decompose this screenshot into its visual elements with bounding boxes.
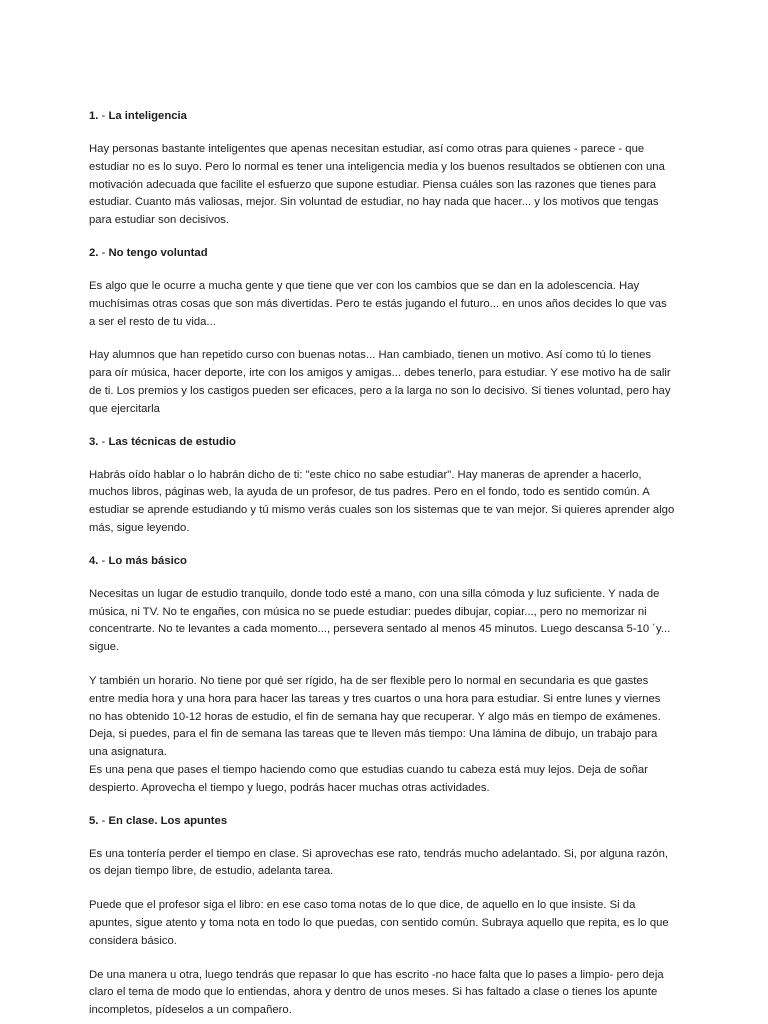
- section-tecnicas-de-estudio: [89, 432, 675, 538]
- section-dash: -: [98, 554, 109, 567]
- section-number: 5.: [89, 814, 99, 827]
- section-heading: [89, 811, 675, 831]
- section-title: No tengo voluntad: [108, 246, 208, 259]
- paragraph: Puede que el profesor siga el libro: en ese caso toma notas de lo que dice, de aquello en lo que insiste. Si da apuntes, sigue atento y toma nota en todo lo que puedas, con sentido común. Subraya aquello que repita, es lo que considera básico.: [89, 899, 669, 947]
- section-dash: -: [98, 246, 109, 259]
- section-no-tengo-voluntad: [89, 243, 675, 419]
- section-title: En clase. Los apuntes: [108, 814, 228, 827]
- paragraph: Es una tontería perder el tiempo en clase. Si aprovechas ese rato, tendrás mucho adelantado. Si, por alguna razón, os dejan tiempo libre, de estudio, adelanta tarea.: [89, 847, 669, 878]
- section-title: Las técnicas de estudio: [108, 435, 236, 448]
- section-number: 4.: [89, 554, 99, 567]
- section-heading: [89, 551, 675, 571]
- section-la-inteligencia: [89, 106, 675, 230]
- section-number: 2.: [89, 246, 99, 259]
- paragraph: Hay personas bastante inteligentes que apenas necesitan estudiar, así como otras para quienes - parece - que estudiar no es lo suyo. Pero lo normal es tener una inteligencia media y los buenos resultados se obtienen con una motivación adecuada que facilite el esfuerzo que supone estudiar. Piensa cuáles son las razones que tienes para estudiar. Cuanto más valiosas, mejor. Sin voluntad de estudiar, no hay nada que hacer... y los motivos que tengas para estudiar son decisivos.: [89, 143, 665, 227]
- section-heading: [89, 106, 675, 126]
- section-number: 3.: [89, 435, 99, 448]
- paragraph: Necesitas un lugar de estudio tranquilo, donde todo esté a mano, con una silla cómoda y luz suficiente. Y nada de música, ni TV. No te engañes, con música no se puede estudiar: puedes dibujar, copiar..., pero no memorizar ni concentrarte. No te levantes a cada momento..., persevera sentado al menos 45 minutos. Luego descansa 5-10 ´y... sigue.: [89, 587, 671, 654]
- paragraph: Y también un horario. No tiene por qué ser rígido, ha de ser flexible pero lo normal en secundaria es que gastes entre media hora y una hora para hacer las tareas y tres cuartos o una hora para estudiar. Si entre lunes y viernes no has obtenido 10-12 horas de estudio, el fin de semana hay que recuperar. Y algo más en tiempo de exámenes. Deja, si puedes, para el fin de semana las tareas que te lleven más tiempo: Una lámina de dibujo, un trabajo para una asignatura. Es una pena que pases el tiempo haciendo como que estudias cuando tu cabeza está muy lejos. Deja de soñar despierto. Aprovecha el tiempo y luego, podrás hacer muchas otras actividades.: [89, 674, 661, 794]
- document-body: [89, 106, 675, 1020]
- paragraph: Habrás oído hablar o lo habrán dicho de ti: "este chico no sabe estudiar". Hay maneras de aprender a hacerlo, muchos libros, páginas web, la ayuda de un profesor, de tus padres. Pero en el fondo, todo es sentido común. A estudiar se aprende estudiando y tú mismo verás cuales son los sistemas que te van mejor. Si quieres aprender algo más, sigue leyendo.: [89, 468, 675, 534]
- section-heading: [89, 432, 675, 452]
- section-en-clase-los-apuntes: [89, 811, 675, 1020]
- section-dash: -: [98, 110, 109, 122]
- paragraph: Hay alumnos que han repetido curso con buenas notas... Han cambiado, tienen un motivo. Así como tú lo tienes para oír música, hacer deporte, irte con los amigos y amigas... debes tenerlo, para estudiar. Y ese motivo ha de salir de ti. Los premios y los castigos pueden ser eficaces, pero a la larga no son lo decisivo. Si tienes voluntad, pero hay que ejercitarla: [89, 349, 671, 415]
- section-heading: [89, 243, 675, 263]
- section-title: La inteligencia: [108, 110, 187, 122]
- section-title: Lo más básico: [108, 554, 187, 567]
- paragraph: Es algo que le ocurre a mucha gente y que tiene que ver con los cambios que se dan en la adolescencia. Hay muchísimas otras cosas que son más divertidas. Pero te estás jugando el futuro... en unos años decides lo que vas a ser el resto de tu vida...: [89, 279, 667, 328]
- section-dash: -: [98, 814, 109, 827]
- paragraph: De una manera u otra, luego tendrás que repasar lo que has escrito -no hace falta que lo pases a limpio- pero deja claro el tema de modo que lo entiendas, ahora y dentro de unos meses. Si has faltado a clase o tienes los apunte incompletos, pídeselos a un compañero.: [89, 968, 664, 1017]
- section-number: 1.: [89, 110, 99, 122]
- section-dash: -: [98, 435, 109, 448]
- section-lo-mas-basico: [89, 551, 675, 798]
